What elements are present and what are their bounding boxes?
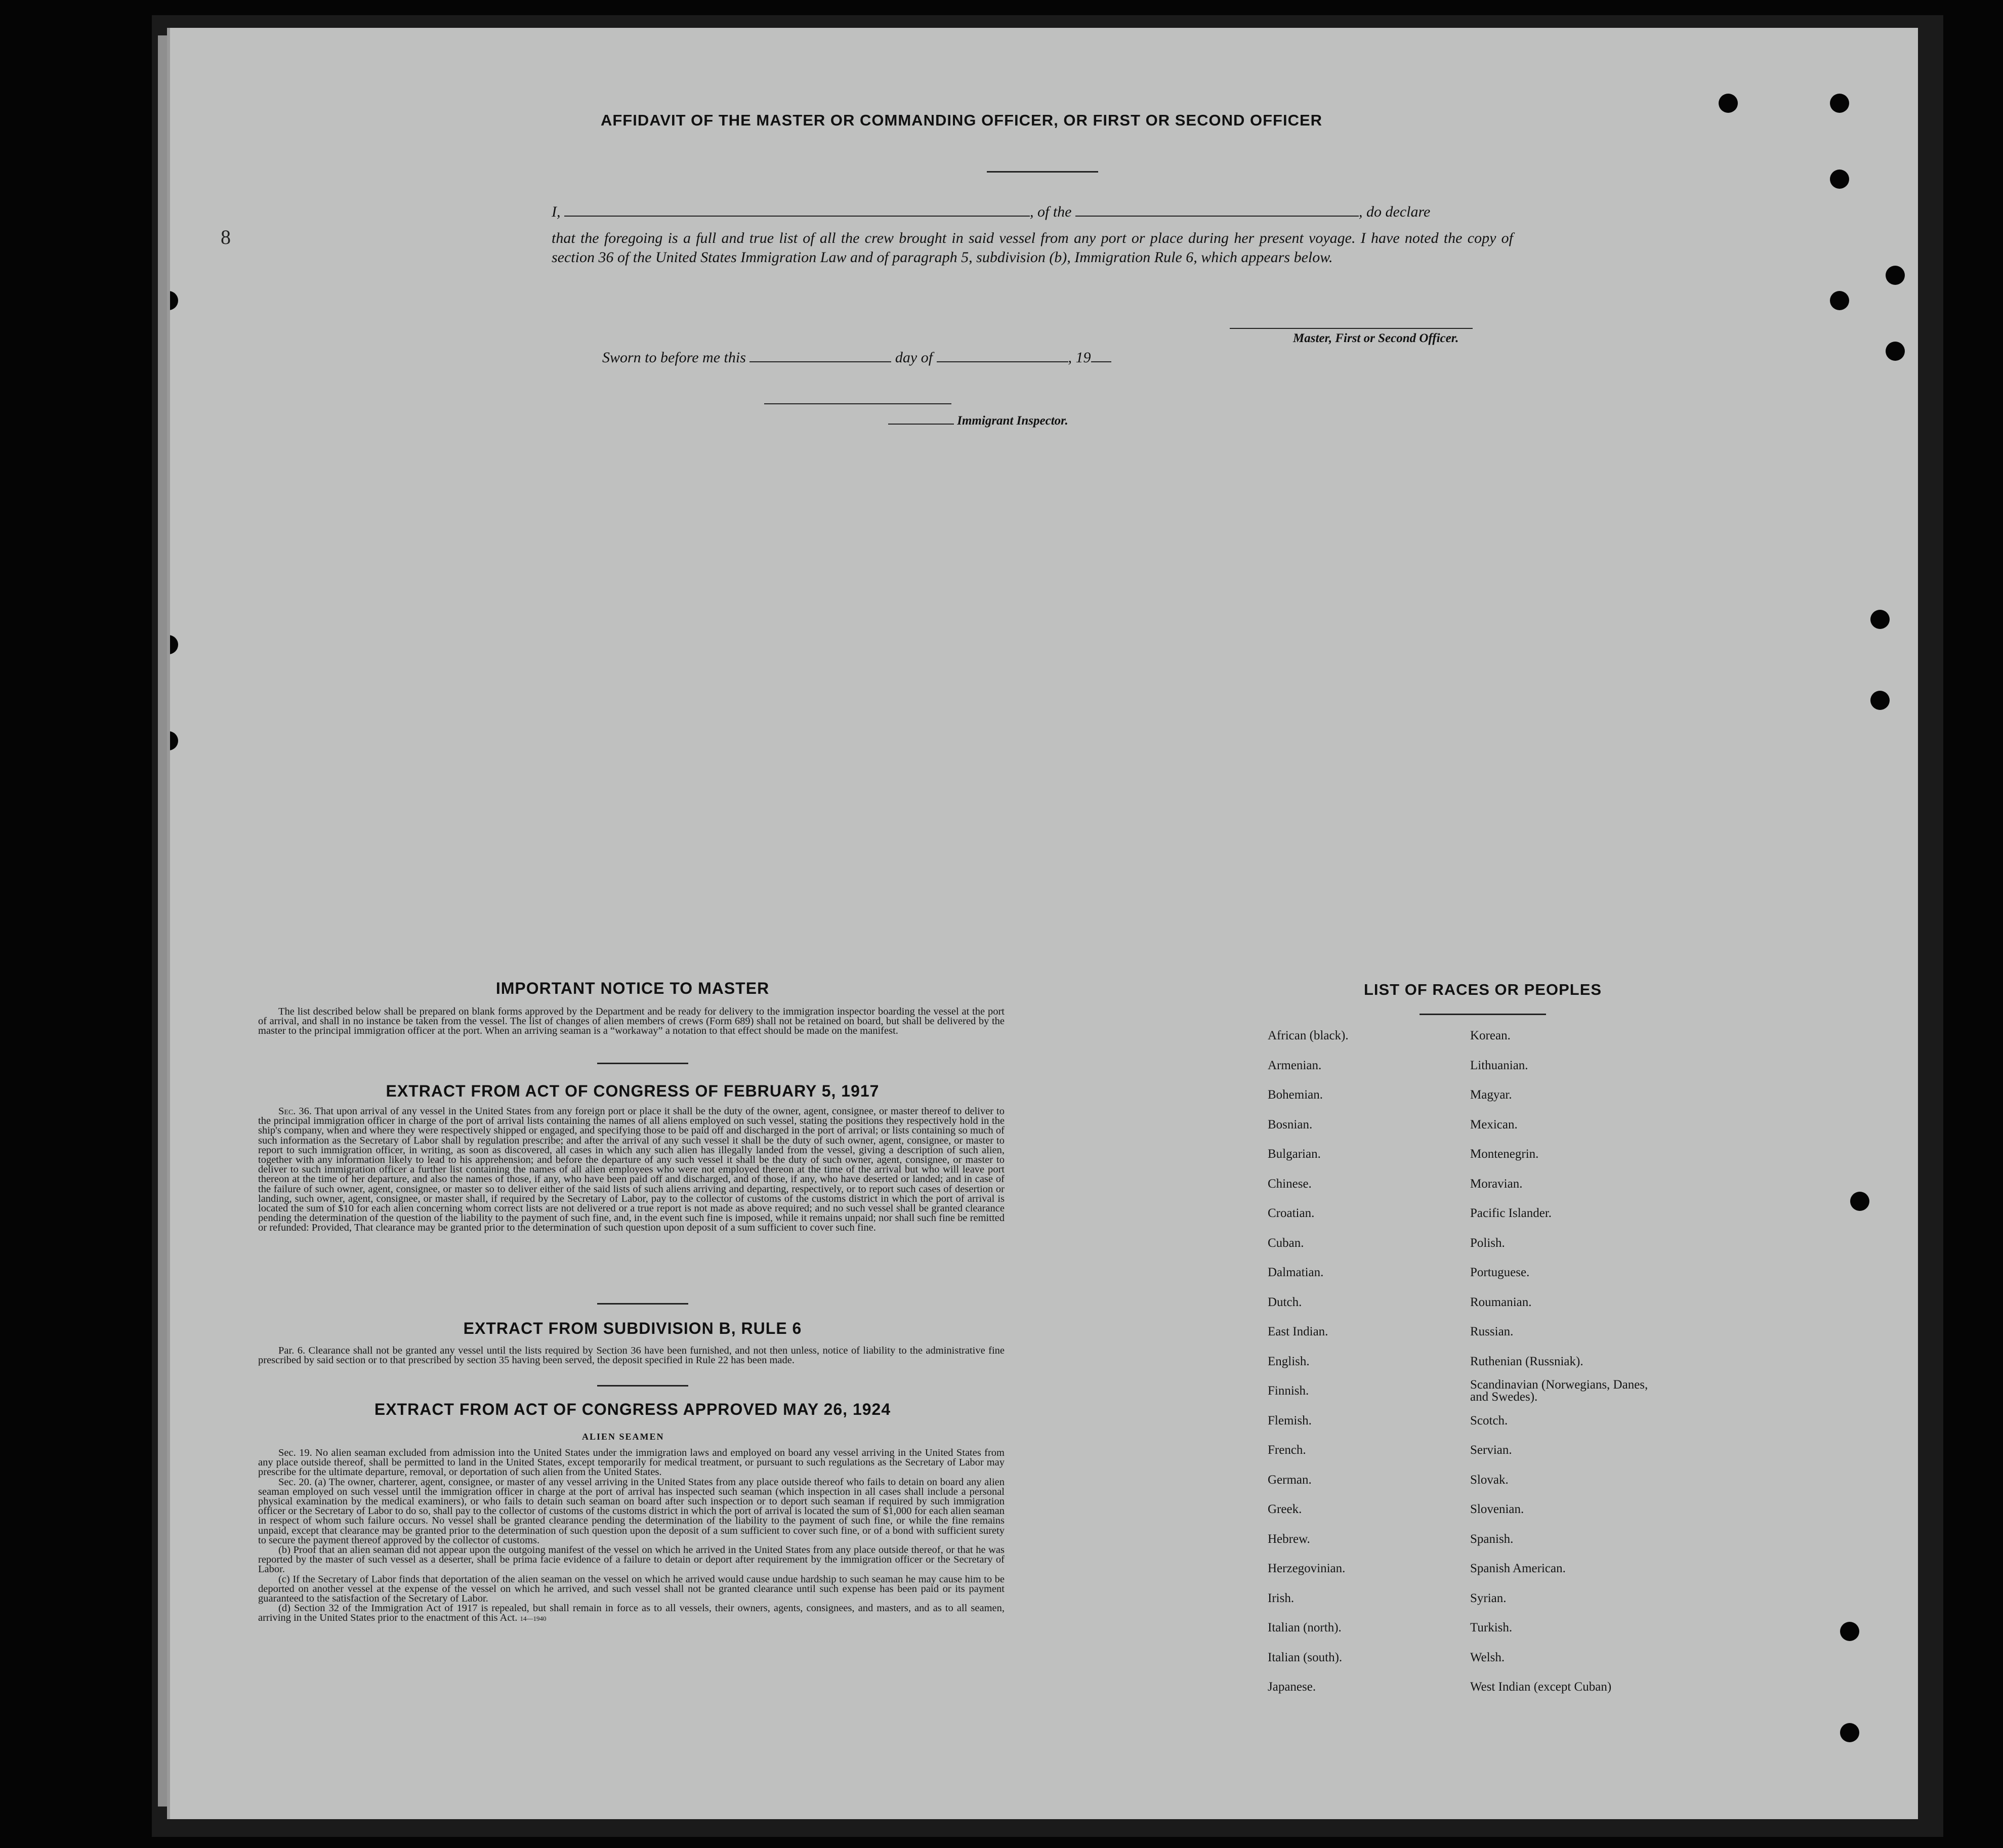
race-entry: Slovak. — [1470, 1473, 1509, 1487]
binder-hole — [1840, 1723, 1859, 1742]
sworn-day-label: day of — [895, 349, 933, 366]
race-entry: Armenian. — [1268, 1058, 1322, 1072]
race-entry: Lithuanian. — [1470, 1058, 1528, 1072]
race-entry: Bosnian. — [1268, 1117, 1313, 1131]
race-entry: Polish. — [1470, 1236, 1505, 1250]
notice-paragraph: The list described below shall be prepared on blank forms approved by the Department and be ready for delivery to the immigration inspector boarding the vessel at the port of arrival, and shall in no instance be taken from the vessel. The list of changes of alien members of crews (Form 689) shall not be retained on board, but shall be delivered by the master to the principal immigration officer at the port. When an arriving seaman is a “workaway” a notation to that effect should be made on the manifest. — [258, 1006, 1005, 1037]
race-entry: Magyar. — [1470, 1088, 1512, 1102]
divider — [597, 1303, 688, 1305]
divider — [597, 1385, 688, 1387]
race-entry: Montenegrin. — [1470, 1147, 1539, 1161]
race-entry: Finnish. — [1268, 1384, 1309, 1398]
section-20d-text: (d) Section 32 of the Immigration Act of 1917 is repealed, but shall remain in force as to all vessels, their owners, agents, consignees, and masters, and as to all seamen, arriving in the United States prior to the enactment of this Act. — [258, 1603, 1005, 1624]
vessel-blank — [1075, 203, 1359, 217]
races-title: LIST OF RACES OR PEOPLES — [1363, 981, 1602, 998]
race-entry: Portuguese. — [1470, 1266, 1530, 1279]
title-underline — [987, 171, 1098, 173]
rule-6-paragraph: Par. 6. Clearance shall not be granted any vessel until the lists required by Section 36 have been furnished, and not then unless, notice of liability to the administrative fine prescribed by said section or to that prescribed by section 35 having been served, the deposit specified in Rule 22 has been made. — [258, 1345, 1005, 1366]
race-entry: Servian. — [1470, 1443, 1512, 1457]
master-signature-line — [1230, 328, 1473, 329]
race-entry: Bohemian. — [1268, 1088, 1323, 1102]
race-entry: Greek. — [1268, 1502, 1302, 1516]
rule-6-title: EXTRACT FROM SUBDIVISION B, RULE 6 — [463, 1319, 802, 1337]
binder-hole — [167, 291, 178, 310]
race-entry: German. — [1268, 1473, 1312, 1487]
of-the-label: , of the — [1030, 203, 1072, 220]
sworn-day-blank — [749, 349, 891, 362]
binder-hole — [1870, 610, 1890, 629]
extract-1924-text — [258, 1448, 1005, 1624]
extract-1917-text — [258, 1107, 1005, 1233]
extract-1924-title: EXTRACT FROM ACT OF CONGRESS APPROVED MAY 26, 1924 — [374, 1400, 891, 1418]
binder-hole — [1870, 691, 1890, 710]
binder-hole — [1886, 342, 1905, 361]
race-entry: Bulgarian. — [1268, 1147, 1321, 1161]
race-entry: East Indian. — [1268, 1325, 1328, 1338]
declaration-i: I, — [552, 203, 561, 220]
inspector-line — [888, 414, 1068, 428]
binder-hole — [1830, 291, 1849, 310]
handwritten-mark: 8 — [221, 226, 231, 248]
race-entry: Dalmatian. — [1268, 1266, 1324, 1279]
race-entry: Welsh. — [1470, 1650, 1505, 1664]
section-20c-paragraph: (c) If the Secretary of Labor finds that deportation of the alien seaman on the vessel on which he arrived would cause undue hardship to such seaman he may cause him to be deported on another vessel at the expense of the vessel on which he arrived, and such vessel shall not be granted clearance until such expense has been paid or its payment guaranteed to the satisfaction of the Secretary of Labor. — [258, 1573, 1005, 1605]
binder-hole — [1840, 1622, 1859, 1641]
race-entry: Irish. — [1268, 1591, 1295, 1605]
section-20b-paragraph: (b) Proof that an alien seaman did not appear upon the outgoing manifest of the vessel on which he arrived in the United States from any place outside thereof, or that he was reported by the master of such vessel as a deserter, shall be prima facie evidence of a failure to detain or deport after requirement by the immigration officer or the Secretary of Labor. — [258, 1544, 1005, 1575]
race-entry: Korean. — [1470, 1029, 1511, 1042]
race-entry: Scandinavian (Norwegians, Danes, and Swedes). — [1470, 1378, 1648, 1404]
race-entry: Dutch. — [1268, 1295, 1302, 1309]
race-entry: Scotch. — [1470, 1413, 1508, 1427]
declaration-line — [552, 203, 1430, 221]
race-entry: Japanese. — [1268, 1680, 1316, 1694]
binder-hole — [167, 635, 178, 654]
alien-seamen-subtitle: ALIEN SEAMEN — [582, 1432, 664, 1442]
form-number: 14—1940 — [520, 1615, 547, 1623]
race-entry: Slovenian. — [1470, 1502, 1524, 1516]
race-entry: Pacific Islander. — [1470, 1206, 1552, 1220]
race-entry: Moravian. — [1470, 1177, 1523, 1191]
section-36-text: That upon arrival of any vessel in the United States from any foreign port or place it shall be the duty of the owner, agent, consignee, or master thereof to deliver to the principal immigration officer in charge of the port of arrival lists containing the names of all aliens employed on such vessel, stating the positions they respectively hold in the ship's company, when and where they were respectively shipped or engaged, and specifying those to be paid off and discharged in the port of arrival; or lists containing so much of such information as the Secretary of Labor shall by regulation prescribe; and after the arrival of any such vessel it shall be the duty of such owner, agent, consignee, or master to report to such immigration officer, in writing, as soon as discovered, all cases in which any such alien has illegally landed from the vessel, giving a description of such alien, together with any information likely to lead to his apprehension; and before the departure of any such vessel it shall be the duty of such owner, agent, consignee, or master to deliver to such immigration officer a further list containing the names of all alien employees who were not employed thereon at the time of the arrival but who will leave port thereon at the time of her departure, and also the names of those, if any, who have been paid off and discharged, and of those, if any, who have deserted or landed; and in case of the failure of such owner, agent, consignee, or master so to deliver either of the said lists of such aliens arriving and departing, respectively, or to report such cases of desertion or landing, such owner, agent, consignee, or master shall, if required by the Secretary of Labor, pay to the collector of customs of the customs district in which the port of arrival is located the sum of $10 for each alien concerning whom correct lists are not delivered or a true report is not made as above required; and no such vessel shall be granted clearance pending the determination of the question of the liability to the payment of such fine, and, in the event such fine is imposed, while it remains unpaid; nor shall such fine be remitted or refunded: Provided, That clearance may be granted prior to the determination of such question upon deposit of a sum sufficient to cover such fine. — [258, 1106, 1005, 1234]
race-entry: Italian (north). — [1268, 1621, 1342, 1634]
binder-hole — [1886, 266, 1905, 285]
binder-hole — [1830, 170, 1849, 189]
race-entry: Syrian. — [1470, 1591, 1507, 1605]
binder-hole — [1719, 94, 1738, 113]
race-entry: English. — [1268, 1354, 1310, 1368]
race-entry: Flemish. — [1268, 1413, 1312, 1427]
race-entry: Hebrew. — [1268, 1532, 1310, 1546]
sworn-prefix: Sworn to before me this — [602, 349, 746, 366]
affidavit-statement: that the foregoing is a full and true list of all the crew brought in said vessel from any port or place during her present voyage. I have noted the copy of section 36 of the United States Immigration Law and of paragraph 5, subdivision (b), Immigration Rule 6, which appears below. — [552, 230, 1513, 266]
race-entry: Cuban. — [1268, 1236, 1304, 1250]
sworn-year-label: , 19 — [1068, 349, 1091, 366]
binder-hole — [167, 731, 178, 750]
section-20a-paragraph: Sec. 20. (a) The owner, charterer, agent, consignee, or master of any vessel arriving in the United States from any place outside thereof who fails to detain on board any alien seaman employed on such vessel until the immigration officer in charge at the port of arrival has inspected such seaman (which inspection in all cases shall include a personal physical examination by the medical examiners), or who fails to detain such seaman on board after such inspection or to deport such seaman if required by such immigration officer or the Secretary of Labor to do so, shall pay to the collector of customs of the customs district in which the port of arrival is located the sum of $1,000 for each alien seaman in respect of whom such failure occurs. No vessel shall be granted clearance pending the determination of the liability to the payment of such fine, or while the fine remains unpaid, except that clearance may be granted prior to the determination of such question upon the deposit of a sum sufficient to cover such fine, or of a bond with sufficient surety to secure the payment thereof approved by the collector of customs. — [258, 1476, 1005, 1546]
race-entry: Spanish. — [1470, 1532, 1514, 1546]
sworn-line — [602, 349, 1111, 366]
do-declare-label: , do declare — [1359, 203, 1431, 220]
rule-6-text — [258, 1346, 1005, 1365]
section-36-label: Sec. 36. — [278, 1106, 312, 1117]
race-entry: Chinese. — [1268, 1177, 1312, 1191]
notice-title: IMPORTANT NOTICE TO MASTER — [495, 979, 770, 997]
race-entry: Ruthenian (Russniak). — [1470, 1354, 1583, 1368]
race-entry: West Indian (except Cuban) — [1470, 1680, 1612, 1694]
master-signature-label: Master, First or Second Officer. — [1293, 331, 1459, 345]
inspector-label: Immigrant Inspector. — [957, 414, 1068, 428]
race-entry: Mexican. — [1470, 1117, 1518, 1131]
race-entry: French. — [1268, 1443, 1306, 1457]
race-entry: Croatian. — [1268, 1206, 1315, 1220]
inspector-signature-line — [764, 403, 951, 404]
sworn-month-blank — [937, 349, 1068, 362]
extract-1917-title: EXTRACT FROM ACT OF CONGRESS OF FEBRUARY 5, 1917 — [386, 1082, 880, 1100]
race-entry: Russian. — [1470, 1325, 1514, 1338]
race-entry: Turkish. — [1470, 1621, 1513, 1634]
race-entry: Roumanian. — [1470, 1295, 1532, 1309]
race-entry: African (black). — [1268, 1029, 1349, 1042]
notice-text — [258, 1007, 1005, 1036]
race-entry: Italian (south). — [1268, 1650, 1343, 1664]
binder-hole — [1830, 94, 1849, 113]
affidavit-title: AFFIDAVIT OF THE MASTER OR COMMANDING OFFICER, OR FIRST OR SECOND OFFICER — [600, 111, 1323, 129]
section-19-paragraph: Sec. 19. No alien seaman excluded from admission into the United States under the immigration laws and employed on board any vessel arriving in the United States from any place outside thereof, shall be permitted to land in the United States, except temporarily for medical treatment, or pursuant to such regulations as the Secretary of Labor may prescribe for the ultimate departure, removal, or deportation of such alien from the United States. — [258, 1447, 1005, 1478]
section-36-paragraph — [258, 1107, 1005, 1233]
divider — [1420, 1014, 1546, 1015]
divider — [597, 1063, 688, 1064]
section-20d-paragraph — [258, 1604, 1005, 1623]
inspector-blank — [888, 415, 954, 425]
name-blank — [564, 203, 1030, 217]
race-entry: Spanish American. — [1470, 1562, 1566, 1575]
sworn-year-blank — [1091, 349, 1111, 362]
binder-hole — [1850, 1192, 1869, 1211]
race-entry: Herzegovinian. — [1268, 1562, 1346, 1575]
